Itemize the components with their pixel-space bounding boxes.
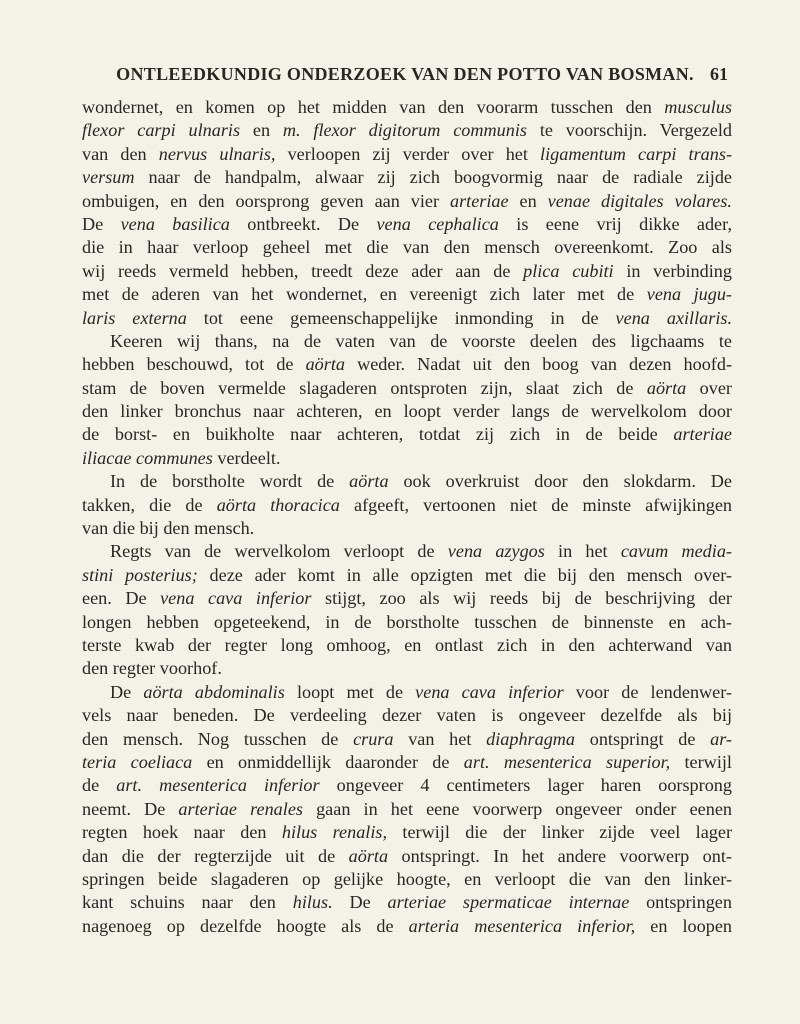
text-run: weder. Nadat uit den boog van dezen hoofd- [345,354,732,375]
text-line [82,751,732,774]
text-line [82,353,732,376]
text-line [82,213,732,236]
text-run: hebben beschouwd, tot de [82,354,306,375]
text-run: dan die der regterzijde uit de [82,845,349,866]
italic-term: art. mesenterica inferior [116,775,320,796]
text-run: In de borstholte wordt de [110,471,350,492]
text-line [82,236,732,259]
italic-term: ligamentum carpi trans- [540,143,732,164]
text-run: vels naar beneden. De verdeeling dezer vaten is ongeveer dezelfde als bij [82,705,732,726]
text-line [82,564,732,587]
text-line [82,190,732,213]
italic-term: teria coeliaca [82,751,193,772]
italic-term: ar- [710,728,732,749]
text-line [82,611,732,634]
italic-term: crura [353,728,394,749]
text-line [82,400,732,423]
text-run: terwijl die der linker zijde veel lager [387,822,732,843]
text-run: den linker bronchus naar achteren, en loopt verder langs de wervelkolom door [82,401,732,422]
text-run: van het [393,728,487,749]
italic-term: flexor carpi ulnaris [82,120,241,141]
text-line [82,798,732,821]
text-line [82,119,732,142]
text-line [82,774,732,797]
text-run: longen hebben opgeteekend, in de borstholte tusschen de binnenste en ach- [82,611,732,632]
text-run: ontspringen [629,892,732,913]
text-line [82,891,732,914]
text-run: De [82,213,121,234]
text-run: verdeelt. [212,447,281,468]
italic-term: musculus [664,97,732,117]
text-run: neemt. De [82,798,179,819]
running-head: ONTLEEDKUNDIG ONDERZOEK VAN DEN POTTO VAN BOSMAN. [116,64,694,84]
page-number: 61 [710,64,728,84]
text-run: de borst- en buikholte naar achteren, totdat zij zich in de beide [82,424,674,445]
italic-term: vena basilica [120,213,230,234]
text-run: afgeeft, vertoonen niet de minste afwijkingen [339,494,732,515]
text-run: een. De [82,588,161,609]
italic-term: versum [82,167,135,188]
italic-term: arteriae [673,424,732,445]
text-run: De [110,681,144,702]
text-line [82,704,732,727]
text-run: van den [82,143,159,164]
italic-term: vena cava inferior [415,681,564,702]
text-line [82,821,732,844]
text-run: den mensch. Nog tusschen de [82,728,354,749]
italic-term: hilus. [292,892,333,913]
text-run: en [240,120,283,141]
text-line [82,845,732,868]
italic-term: aörta [349,471,389,492]
text-line [82,260,732,283]
text-run: gaan in het eene voorwerp ongeveer onder eenen [302,798,732,819]
italic-term: aörta [646,377,687,398]
text-run: stijgt, zoo als wij reeds bij de beschrijving der [311,588,732,609]
text-line [82,330,732,353]
italic-term: vena jugu- [646,284,732,305]
text-run: de [82,775,117,796]
text-line [82,143,732,166]
italic-term: arteriae spermaticae internae [387,892,630,913]
italic-term: aörta [348,845,389,866]
text-run: voor de lendenwer- [563,681,732,702]
text-line [82,728,732,751]
text-line [82,96,732,119]
italic-term: venae digitales volares. [547,190,732,211]
italic-term: m. flexor digitorum communis [282,120,527,141]
text-line [82,377,732,400]
italic-term: vena azygos [447,541,545,562]
text-line [82,470,732,493]
text-run: naar de handpalm, alwaar zij zich boogvormig naar de radiale zijde [134,167,732,188]
text-line [82,587,732,610]
text-run: ontspringt. In het andere voorwerp ont- [388,845,732,866]
text-run: kant schuins naar den [82,892,293,913]
text-run: deze ader komt in alle opzigten met die bij den mensch over- [197,564,732,585]
body-text [82,96,732,938]
italic-term: vena cava inferior [160,588,312,609]
italic-term: iliacae communes [82,447,213,468]
text-run: De [332,892,388,913]
text-line [82,540,732,563]
text-line [82,634,732,657]
text-run: in verbinding [613,260,732,281]
text-run: ook overkruist door den slokdarm. De [388,471,732,492]
italic-term: plica cubiti [523,260,614,281]
text-run: nagenoeg op dezelfde hoogte als de [82,915,409,936]
italic-term: arteriae renales [178,798,303,819]
text-run: wij reeds vermeld hebben, treedt deze ader aan de [82,260,524,281]
text-line [82,166,732,189]
text-run: van die bij den mensch. [82,518,255,539]
text-run: en loopen [635,915,732,936]
text-run: takken, die de [82,494,217,515]
text-run: is eene vrij dikke ader, [498,213,732,234]
italic-term: nervus ulnaris, [158,143,276,164]
text-run: over [686,377,732,398]
italic-term: arteria mesenterica inferior, [408,915,636,936]
italic-term: arteriae [449,190,509,211]
text-line [82,657,732,680]
italic-term: hilus renalis, [281,822,388,843]
text-run: loopt met de [284,681,416,702]
text-run: den regter voorhof. [82,658,222,679]
text-run: springen beide slagaderen op gelijke hoogte, en verloopt die van den linker- [82,868,732,889]
text-run: en [508,190,548,211]
text-run: en onmiddellijk daaronder de [192,751,464,772]
text-run: tot eene gemeenschappelijke inmonding in de [186,307,616,328]
text-run: die in haar verloop geheel met die van den mensch overeenkomt. Zoo als [82,237,732,258]
page-header [0,64,800,92]
text-line [82,681,732,704]
italic-term: aörta [305,354,345,375]
italic-term: vena axillaris. [615,307,732,328]
text-run: ombuigen, en den oorsprong geven aan vier [82,190,450,211]
text-run: Keeren wij thans, na de vaten van de voorste deelen des ligchaams te [110,330,732,351]
text-line [82,307,732,330]
text-line [82,447,732,470]
text-run: met de aderen van het wondernet, en vereenigt zich later met de [82,284,647,305]
text-run: regten hoek naar den [82,822,282,843]
text-line [82,423,732,446]
text-run: te voorschijn. Vergezeld [526,120,732,141]
italic-term: art. mesenterica superior, [463,751,671,772]
text-run: ontbreekt. De [229,213,377,234]
italic-term: vena cephalica [376,213,499,234]
italic-term: cavum media- [620,541,732,562]
italic-term: diaphragma [486,728,576,749]
text-run: wondernet, en komen op het midden van den voorarm tusschen den [82,97,665,117]
text-line [82,915,732,938]
text-line [82,868,732,891]
italic-term: aörta abdominalis [143,681,285,702]
text-run: verloopen zij verder over het [275,143,541,164]
italic-term: aörta thoracica [216,494,340,515]
text-run: Regts van de wervelkolom verloopt de [110,541,448,562]
text-run: in het [544,541,621,562]
text-run: terwijl [670,751,732,772]
text-run: stam de boven vermelde slagaderen ontsproten zijn, slaat zich de [82,377,647,398]
text-line [82,283,732,306]
italic-term: stini posterius; [82,564,198,585]
text-run: ontspringt de [575,728,711,749]
text-line [82,494,732,517]
text-line [82,517,732,540]
text-run: terste kwab der regter long omhoog, en ontlast zich in den achterwand van [82,634,732,655]
italic-term: laris externa [82,307,187,328]
text-run: ongeveer 4 centimeters lager haren oorsprong [319,775,732,796]
